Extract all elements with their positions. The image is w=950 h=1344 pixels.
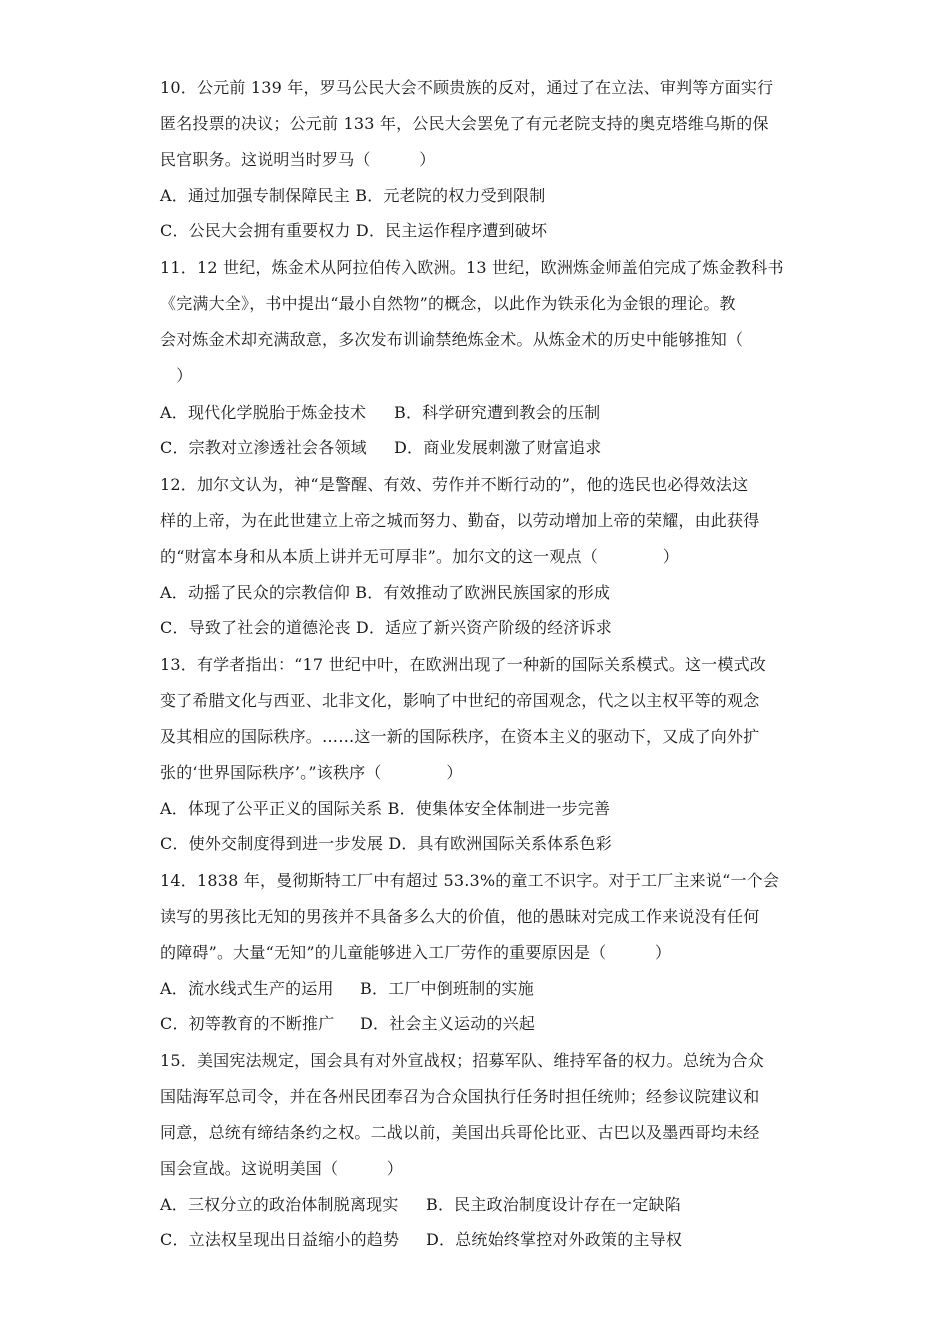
question-13-line-3: 及其相应的国际秩序。……这一新的国际秩序，在资本主义的驱动下，又成了向外扩 bbox=[160, 727, 760, 746]
question-13-line-4: 张的‘世界国际秩序’。”该秩序（ ） bbox=[160, 763, 463, 782]
question-10-options-ab: A．通过加强专制保障民主 B．元老院的权力受到限制 bbox=[160, 186, 546, 205]
question-15-line-2: 国陆海军总司令，并在各州民团奉召为合众国执行任务时担任统帅；经参议院建议和 bbox=[160, 1087, 760, 1106]
question-11-option-b: B．科学研究遭到教会的压制 bbox=[394, 403, 601, 422]
question-12-line-2: 样的上帝，为在此世建立上帝之城而努力、勤奋，以劳动增加上帝的荣耀，由此获得 bbox=[160, 511, 760, 530]
question-12-line-1: 12．加尔文认为，神“是警醒、有效、劳作并不断行动的”，他的选民也必得效法这 bbox=[160, 475, 749, 494]
question-15-line-4: 国会宣战。这说明美国（ ） bbox=[160, 1159, 404, 1178]
question-13-line-2: 变了希腊文化与西亚、北非文化，影响了中世纪的帝国观念，代之以主权平等的观念 bbox=[160, 691, 760, 710]
question-13-options-cd: C．使外交制度得到进一步发展 D．具有欧洲国际关系体系色彩 bbox=[160, 834, 612, 853]
question-13-line-1: 13．有学者指出：“17 世纪中叶，在欧洲出现了一种新的国际关系模式。这一模式改 bbox=[160, 655, 766, 674]
question-15-option-c: C．立法权呈现出日益缩小的趋势 bbox=[160, 1230, 400, 1249]
question-15-line-1: 15．美国宪法规定，国会具有对外宣战权；招募军队、维持军备的权力。总统为合众 bbox=[160, 1051, 764, 1070]
question-14-option-b: B．工厂中倒班制的实施 bbox=[360, 979, 534, 998]
question-10-line-2: 匿名投票的决议；公元前 133 年，公民大会罢免了有元老院支持的奥克塔维乌斯的保 bbox=[160, 114, 769, 133]
question-12-options-cd: C．导致了社会的道德沦丧 D．适应了新兴资产阶级的经济诉求 bbox=[160, 618, 612, 637]
question-11-line-1: 11．12 世纪，炼金术从阿拉伯传入欧洲。13 世纪，欧洲炼金师盖伯完成了炼金教科书 bbox=[160, 258, 784, 277]
question-15-option-a: A．三权分立的政治体制脱离现实 bbox=[160, 1195, 399, 1214]
question-14-line-2: 读写的男孩比无知的男孩并不具备多么大的价值，他的愚昧对完成工作来说没有任何 bbox=[160, 907, 760, 926]
question-11-line-3: 会对炼金术却充满敌意，多次发布训谕禁绝炼金术。从炼金术的历史中能够推知（ bbox=[160, 330, 744, 349]
question-12-line-3: 的“财富本身和从本质上讲并无可厚非”。加尔文的这一观点（ ） bbox=[160, 547, 679, 566]
question-11-option-d: D．商业发展刺激了财富追求 bbox=[394, 438, 602, 457]
question-11-line-4: ） bbox=[160, 366, 193, 385]
question-11-option-a: A．现代化学脱胎于炼金技术 bbox=[160, 403, 367, 422]
question-14-line-1: 14．1838 年，曼彻斯特工厂中有超过 53.3%的童工不识字。对于工厂主来说“一个会 bbox=[160, 871, 780, 890]
question-10-line-3: 民官职务。这说明当时罗马（ ） bbox=[160, 150, 436, 169]
question-10-line-1: 10．公元前 139 年，罗马公民大会不顾贵族的反对，通过了在立法、审判等方面实行 bbox=[160, 78, 774, 97]
question-11-line-2: 《完满大全》，书中提出“最小自然物”的概念，以此作为铁汞化为金银的理论。教 bbox=[160, 294, 736, 313]
question-14-line-3: 的障碍”。大量“无知”的儿童能够进入工厂劳作的重要原因是（ ） bbox=[160, 943, 672, 962]
question-10-options-cd: C．公民大会拥有重要权力 D．民主运作程序遭到破坏 bbox=[160, 221, 548, 240]
question-15-line-3: 同意，总统有缔结条约之权。二战以前，美国出兵哥伦比亚、古巴以及墨西哥均未经 bbox=[160, 1123, 760, 1142]
question-14-option-c: C．初等教育的不断推广 bbox=[160, 1014, 335, 1033]
question-11-option-c: C．宗教对立渗透社会各领域 bbox=[160, 438, 367, 457]
question-14-option-a: A．流水线式生产的运用 bbox=[160, 979, 334, 998]
question-12-options-ab: A．动摇了民众的宗教信仰 B．有效推动了欧洲民族国家的形成 bbox=[160, 583, 611, 602]
question-14-option-d: D．社会主义运动的兴起 bbox=[360, 1014, 536, 1033]
question-15-option-d: D．总统始终掌控对外政策的主导权 bbox=[426, 1230, 683, 1249]
question-15-option-b: B．民主政治制度设计存在一定缺陷 bbox=[426, 1195, 681, 1214]
question-13-options-ab: A．体现了公平正义的国际关系 B．使集体安全体制进一步完善 bbox=[160, 799, 611, 818]
